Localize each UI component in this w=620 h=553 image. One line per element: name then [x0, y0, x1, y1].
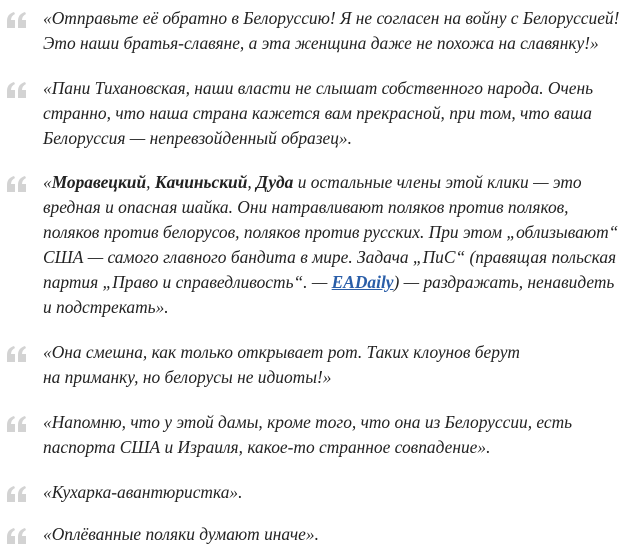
- quote-line: Это наши братья-славяне, а эта женщина даже не похожа на славянку!»: [43, 33, 599, 53]
- quote-text: [43, 340, 614, 390]
- quote-text: [43, 522, 614, 547]
- quote-line: странно, что наша страна кажется вам прекрасной, при том, что ваша: [43, 103, 592, 123]
- quote-line: на приманку, но белорусы не идиоты!»: [43, 367, 332, 387]
- quote-mark-icon: [6, 176, 28, 192]
- quote-mark-icon: [6, 528, 28, 544]
- quote-line: «Кухарка-авантюристка».: [43, 482, 243, 502]
- quote-line: [43, 270, 614, 295]
- quote-text: [43, 76, 614, 151]
- name-separator: ,: [146, 172, 155, 192]
- quote-line: [43, 170, 614, 195]
- quote-line: «Оплёванные поляки думают иначе».: [43, 524, 319, 544]
- quote-line: вредная и опасная шайка. Они натравливают поляков против поляков,: [43, 197, 569, 217]
- eadaily-link[interactable]: EADaily: [331, 272, 394, 292]
- quote-mark-icon: [6, 486, 28, 502]
- quote-line: и подстрекать».: [43, 297, 169, 317]
- quote-mark-icon: [6, 12, 28, 28]
- quote-line-rest: и остальные члены этой клики — это: [293, 172, 582, 192]
- quote-line: «Она смешна, как только открывает рот. Таких клоунов берут: [43, 342, 520, 362]
- politician-name: Дуда: [256, 172, 294, 192]
- quote-open-mark: «: [43, 172, 52, 192]
- quote-line: поляков против белорусов, поляков против русских. При этом „облизывают“: [43, 222, 619, 242]
- quote-line-part: партия „Право и справедливость“. —: [43, 272, 332, 292]
- quote-line: «Напомню, что у этой дамы, кроме того, что она из Белоруссии, есть: [43, 412, 573, 432]
- politician-name: Качиньский: [154, 172, 248, 192]
- quote-mark-icon: [6, 346, 28, 362]
- quote-line: Белоруссия — непревзойденный образец».: [43, 128, 352, 148]
- quote-line: «Отправьте её обратно в Белоруссию! Я не согласен на войну с Белоруссией!: [43, 8, 620, 28]
- quote-line: «Пани Тихановская, наши власти не слышат собственного народа. Очень: [43, 78, 594, 98]
- quote-line: США — самого главного бандита в мире. Задача „ПиС“ (правящая польская: [43, 247, 617, 267]
- quote-mark-icon: [6, 82, 28, 98]
- quote-text: [43, 170, 619, 320]
- quote-text: [43, 410, 614, 460]
- quote-mark-icon: [6, 416, 28, 432]
- politician-name: Моравецкий: [51, 172, 147, 192]
- name-separator: ,: [247, 172, 257, 192]
- quote-text: [43, 480, 614, 505]
- quote-line-part: ) — раздражать, ненавидеть: [393, 272, 615, 292]
- quote-text: [43, 6, 620, 56]
- quote-line: паспорта США и Израиля, какое-то странное совпадение».: [43, 437, 491, 457]
